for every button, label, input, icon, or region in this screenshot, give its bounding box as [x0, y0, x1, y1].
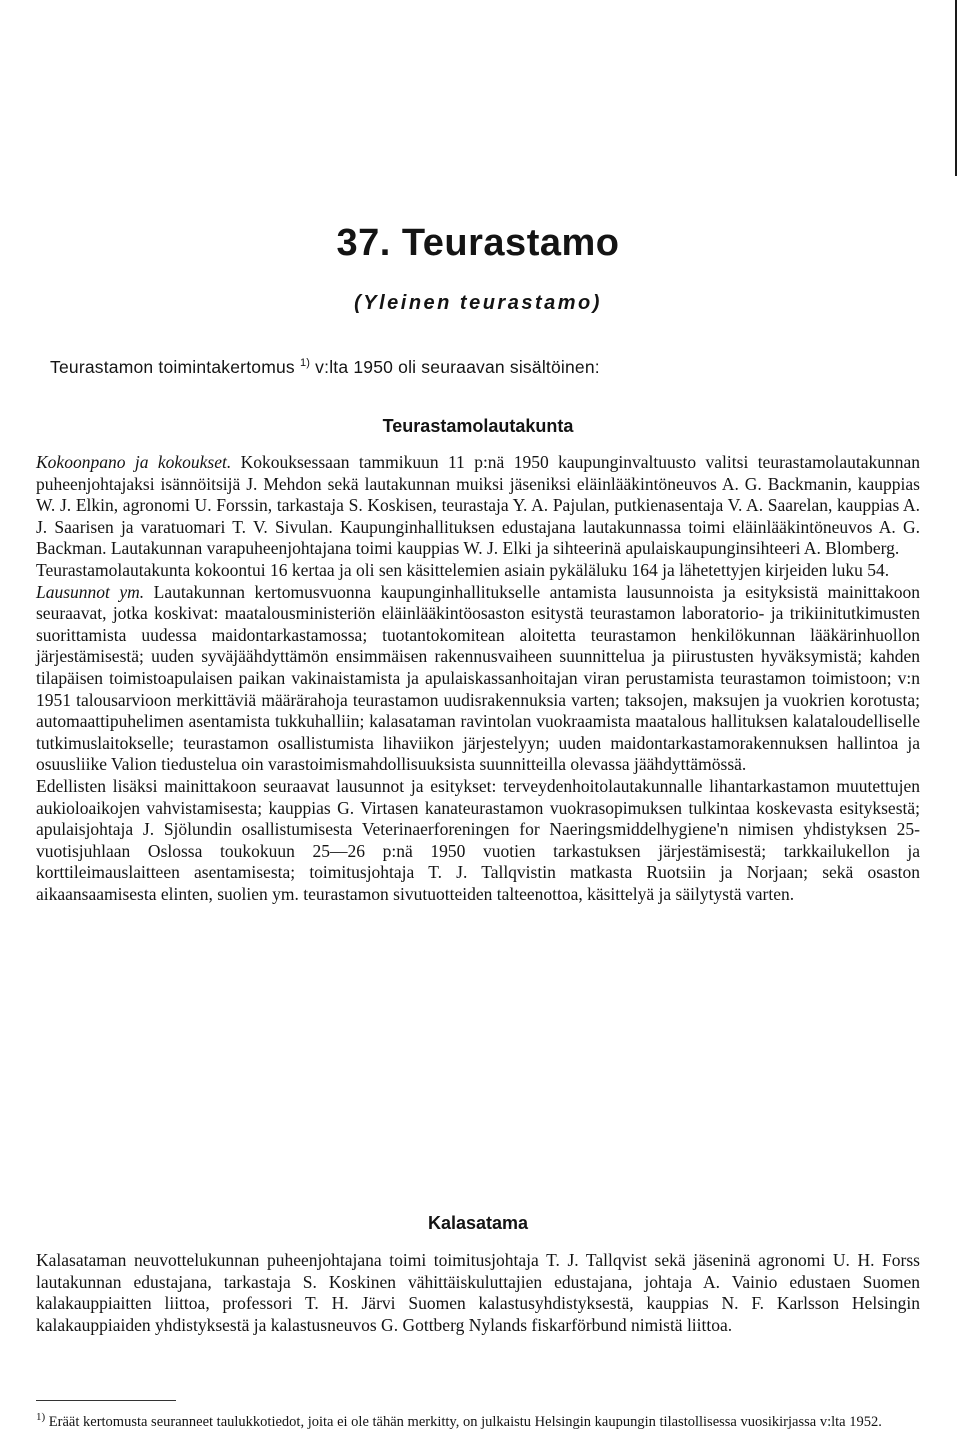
intro-paragraph [50, 357, 920, 378]
footnote [36, 1408, 920, 1431]
paragraph-kokoontui: Teurastamolautakunta kokoontui 16 kertaa ja oli sen käsittelemien asiain pykäläluku 164 ja lähetettyjen kirjeiden luku 54. [36, 559, 890, 580]
paragraph-lausunnot [36, 582, 920, 776]
section-heading-kalasatama: Kalasatama [427, 1213, 529, 1233]
footnote-reference[interactable]: 1) [299, 357, 311, 370]
footnote-text: Eräät kertomusta seuranneet taulukkotiedot, joita ei ole tähän merkitty, on julkaistu Helsingin kaupungin tilastollisessa vuosikirjassa v:lta 1952. [45, 1413, 882, 1430]
chapter-title: 37. Teurastamo [336, 222, 620, 264]
paragraph-kalasatama: Kalasataman neuvottelukunnan puheenjohtajana toimi toimitusjohtaja T. J. Tallqvist sekä jäseninä agronomi U. H. Forss lautakunnan edustajana, tarkastaja S. Koskinen vähittäiskuluttajien edustajana, johtaja A. Vainio edustaen Suomen kalakauppiaitten liittoa, professori T. H. Järvi Suomen kalastusyhdistyksestä, kauppias N. F. Karlsson Helsingin kalakauppiaiden yhdistyksestä ja kalastusneuvos G. Gottberg Nylands fiskarförbund nimistä liittoa. [36, 1250, 920, 1335]
paragraph-text-lausunnot: Lautakunnan kertomusvuonna kaupunginhallitukselle antamista lausunnoista ja esityksistä mainittakoon seuraavat, jotka koskivat: maatalousministeriön eläinlääkintöosaston esitystä teurastamon laboratorio- ja trikiinitutkimusten suorittamista uudessa maidontarkastamossa; tuotantokomitean aloitetta teurastamon henkilökunnan lääkärinhuollon järjestämisestä; uuden syväjäähdyttämön ensimmäisen rakennusvaiheen suunnittelua ja piirustusten hyväksymistä; kahden tilapäisen toimistoapulaisen paikan vakinaistamista ja apulaiskassanhoitajan viran perustamista teurastamon toimistoon; v:n 1951 talousarvioon merkittäviä määrärahoja teurastamon uudisrakennuksia varten; taksojen, maksujen ja vuokrien korotusta; automaattipuhelimen asentamista tukkuhalliin; kalasataman ravintolan vuokraamista maatalous hallituksen kalataloudelliselle tutkimuslaitokselle; teurastamon osallistumista lihaviikon järjestelyyn; uuden maidontarkastamorakennuksen hallintoa ja osuusliike Valion tiedustelua oin varastoimismahdollisuuksista suunnitteilla olevassa jäähdyttämössä. [36, 581, 921, 775]
section-teurastamolautakunta-body [36, 452, 920, 905]
chapter-subtitle: (Yleinen teurastamo) [354, 292, 602, 314]
intro-text-before: Teurastamon toimintakertomus [50, 357, 300, 377]
paragraph-label-kokoonpano: Kokoonpano ja kokoukset. [36, 452, 232, 472]
footnote-mark: 1) [36, 1411, 46, 1423]
paragraph-edellisten: Edellisten lisäksi mainittakoon seuraavat lausunnot ja esitykset: terveydenhoitolautakunnalle lihantarkastamon muutettujen aukioloaikojen vahvistamisesta; kauppias G. Virtasen kanateurastamon vuokrasopimuksen tulkintaa koskevasta esityksestä; apulaisjohtaja J. Sjölundin osallistumisesta Veterinaerforeningen for Naeringsmiddelhygiene'n nimisen yhdistyksen 25-vuotisjuhlaan Oslossa toukokuun 25—26 p:nä 1950 vuotien tarkastuksen järjestämisestä; tarkkailukellon ja korttileimauslaitteen asentamisesta; toimitusjohtaja T. J. Tallqvistin matkasta Ruotsiin ja Norjaan; sekä osaston aikaansaamisesta elinten, suolien ym. teurastamon sivutuotteiden talteenottoa, käsittelyä ja säilytystä varten. [36, 775, 920, 904]
footnote-divider [36, 1400, 176, 1401]
section-kalasatama-body [36, 1250, 920, 1336]
intro-text-after: v:lta 1950 oli seuraavan sisältöinen: [310, 357, 600, 377]
paragraph-kokoonpano [36, 452, 920, 560]
paragraph-label-lausunnot: Lausunnot ym. [36, 581, 145, 602]
paragraph-text-kokoonpano: Kokouksessaan tammikuun 11 p:nä 1950 kaupunginvaltuusto valitsi teurastamolautakunnan puheenjohtajaksi isännöitsijä J. Mehdon sekä lautakunnan muiksi jäseniksi eläinlääkintöneuvos A. G. Backmanin, kauppias W. J. Elkin, agronomi U. Forssin, tarkastaja S. Koskisen, teurastaja Y. A. Pajulan, putkienasentaja V. A. Saarelan, kauppias A. J. Saarisen ja varatuomari T. V. Sivulan. Kaupunginhallituksen edustajana lautakunnassa toimi eläinlääkintöneuvos A. G. Backman. Lautakunnan varapuheenjohtajana toimi kauppias W. J. Elki ja sihteerinä apulaiskaupunginsihteeri A. Blomberg. [36, 452, 920, 559]
section-heading-teurastamolautakunta: Teurastamolautakunta [382, 416, 574, 436]
page-edge-line [955, 0, 957, 176]
